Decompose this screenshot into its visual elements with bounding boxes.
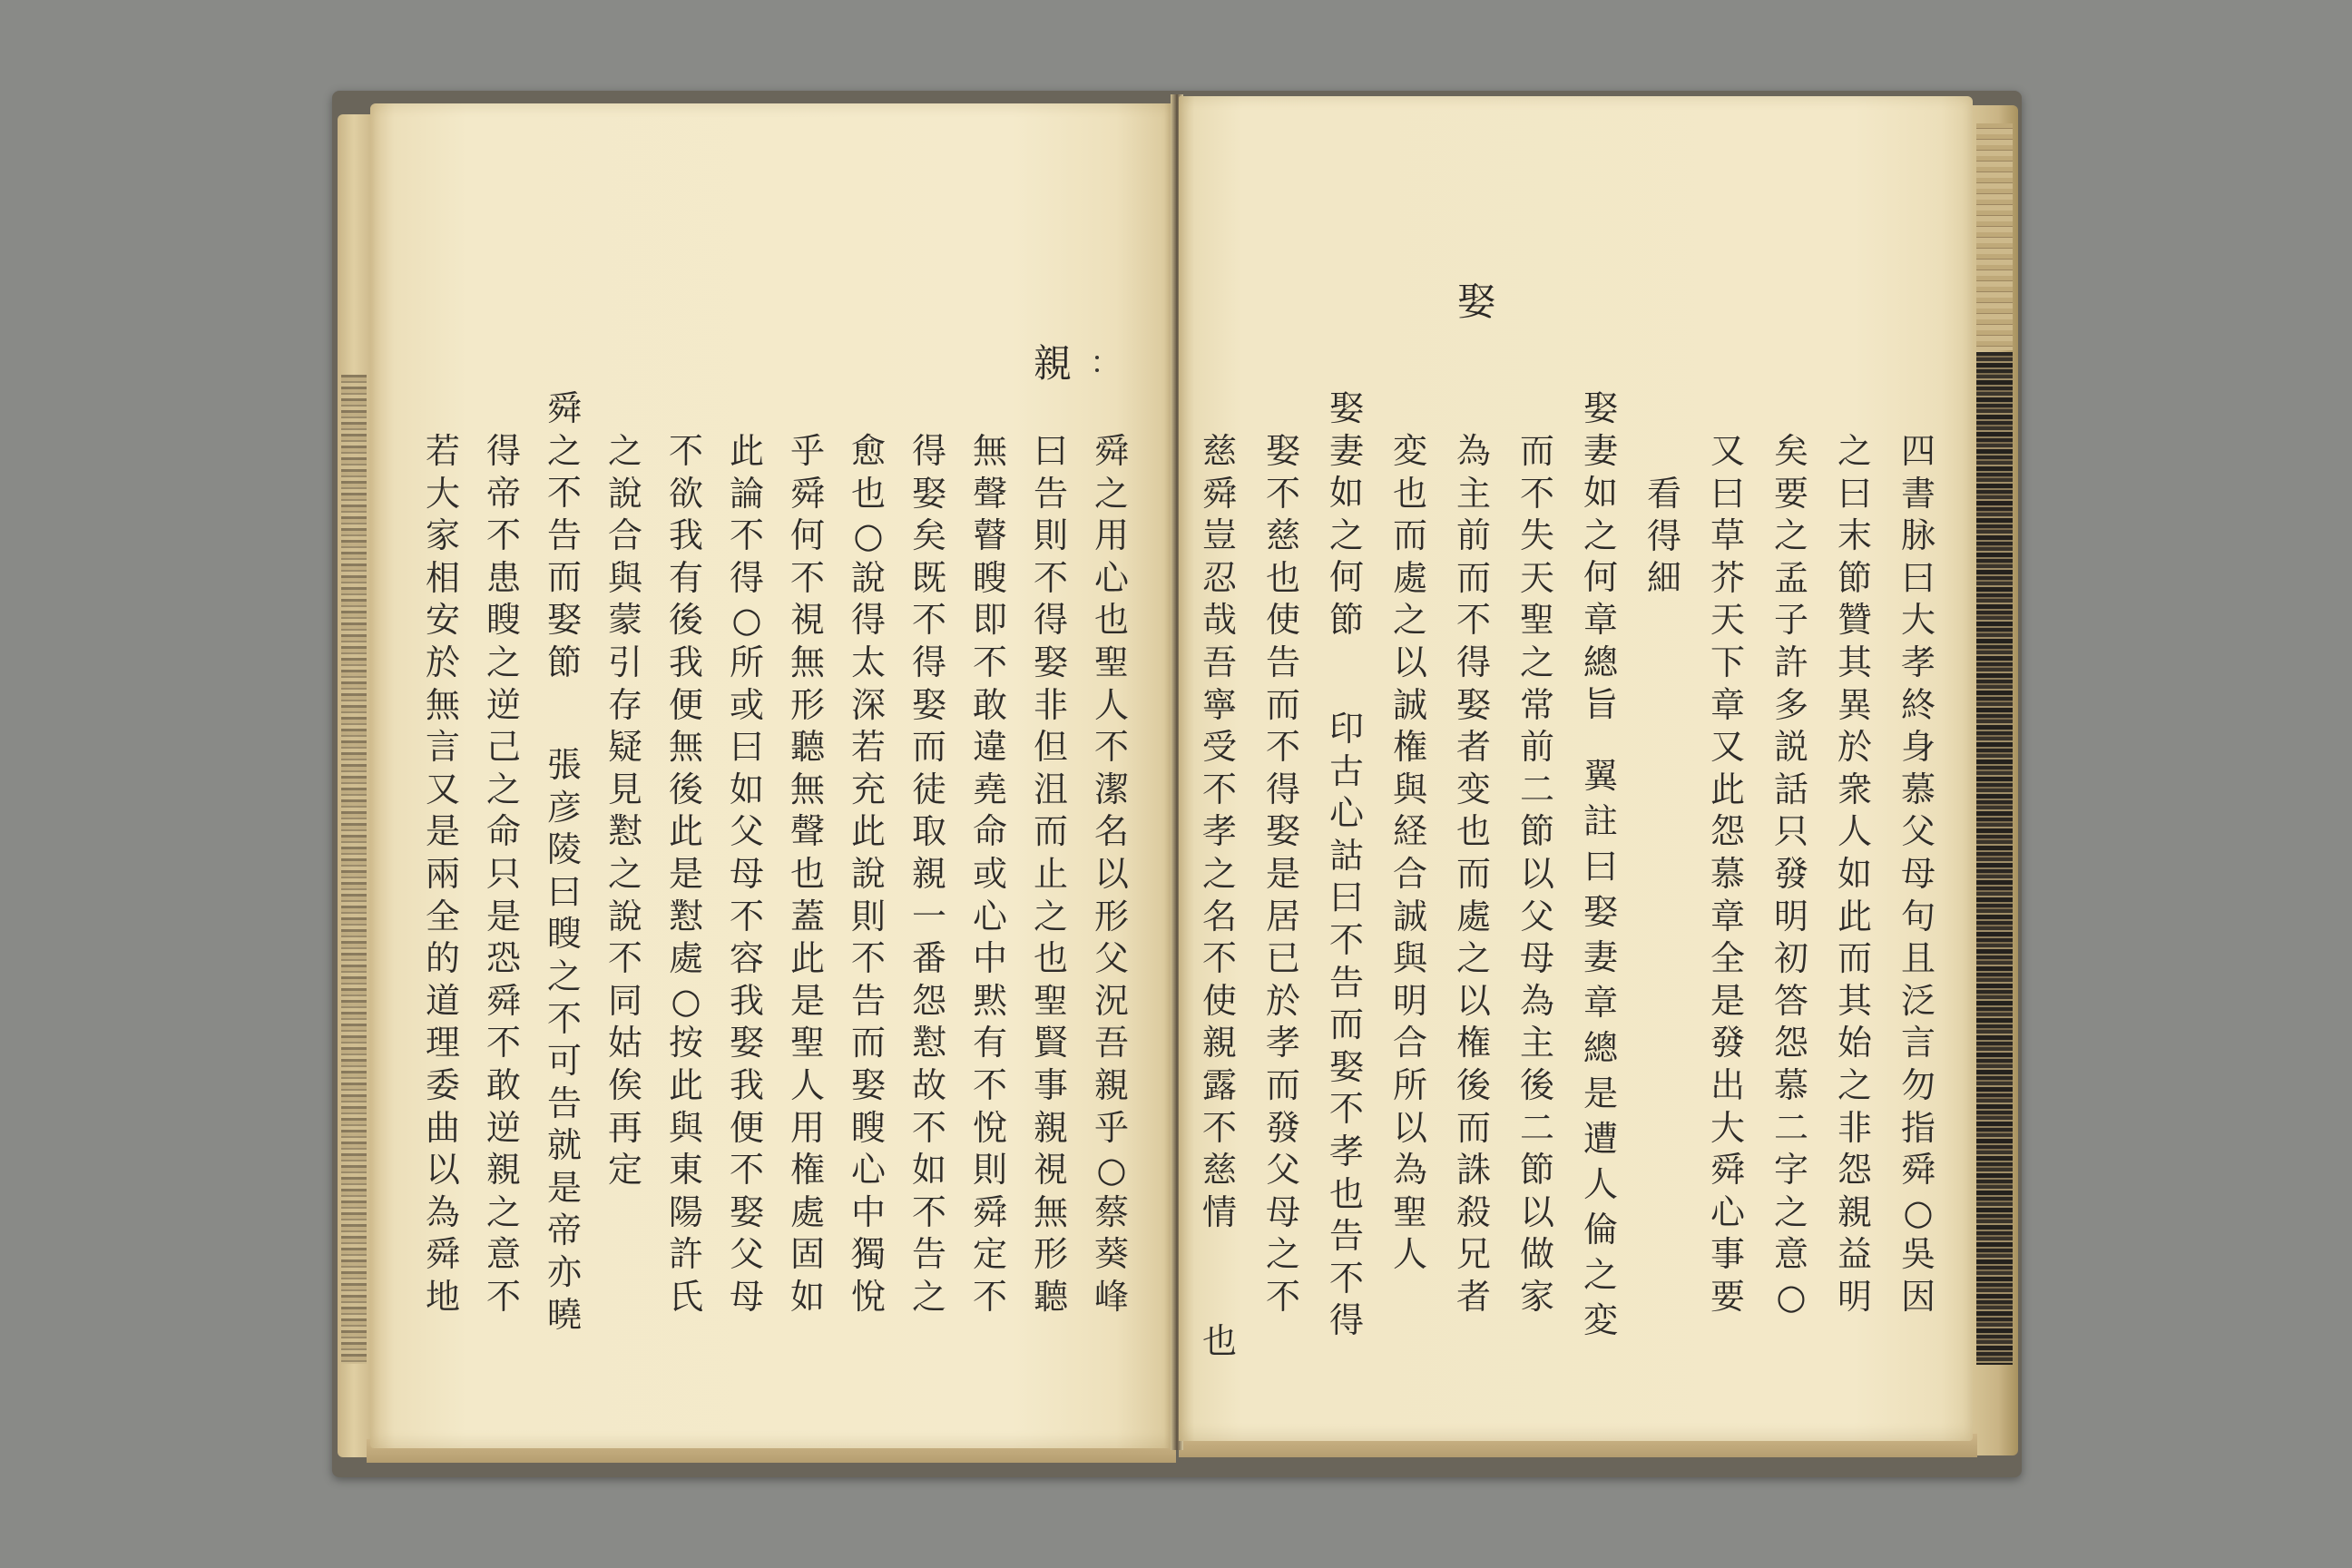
left-page-column-6: 乎舜何不視無形聽無聲也蓋此是聖人用権處固如 <box>789 431 825 1317</box>
right-page-column-12-tail: 也 <box>1201 1321 1237 1361</box>
right-page-column-11: 娶不慈也使告而不得娶是居已於孝而發父母之不 <box>1265 431 1300 1317</box>
left-page-column-9: 之說合與蒙引存疑見懟之說不同姑俟再定 <box>607 431 642 1191</box>
right-page-column-10: 印古心詁曰不告而娶不孝也告不得 <box>1328 709 1364 1341</box>
right-page-column-8: 為主前而不得娶者变也而處之以権後而誅殺兄者 <box>1455 431 1491 1317</box>
right-page-column-3: 矣要之孟子許多説話只發明初答怨慕二字之意○ <box>1773 431 1808 1317</box>
right-page-column-2: 之曰末節贊其異於衆人如此而其始之非怨親益明 <box>1837 431 1872 1317</box>
left-page-column-12: 若大家相安於無言又是兩全的道理委曲以為舜地 <box>425 431 460 1317</box>
right-page-column-1: 四書脉曰大孝終身慕父母句且泛言勿指舜○吳因 <box>1900 431 1936 1317</box>
right-page-column-7: 而不失天聖之常前二節以父母為主後二節以做家 <box>1519 431 1554 1317</box>
left-page-column-5: 愈也○說得太深若充此說則不告而娶瞍心中獨悅 <box>850 431 886 1317</box>
left-page-column-10: 張彦陵曰瞍之不可告就是帝亦曉 <box>546 745 582 1335</box>
right-page-section-heading: 娶妻如之何節 <box>1328 388 1364 640</box>
left-page-column-11: 得帝不患瞍之逆己之命只是恐舜不敢逆親之意不 <box>485 431 521 1317</box>
left-page-column-1: 舜之用心也聖人不潔名以形父況吾親乎○蔡葵峰 <box>1093 431 1129 1317</box>
left-page-edges <box>338 114 374 1457</box>
right-edge-stripes <box>1976 352 2013 1365</box>
right-page-edges <box>1969 105 2018 1455</box>
left-page-column-3: 無聲瞽瞍即不敢違堯命或心中黙有不悅則舜定不 <box>972 431 1007 1317</box>
heading-marks <box>1093 354 1102 376</box>
right-page <box>1179 96 1973 1441</box>
right-page-heading: 娶 <box>1456 279 1495 324</box>
left-page-column-8: 不欲我有後我便無後此是懟處○按此與東陽許氏 <box>668 431 703 1317</box>
right-page-column-4: 又曰草芥天下章又此怨慕章全是發出大舜心事要 <box>1710 431 1745 1317</box>
left-page-column-7: 此論不得○所或曰如父母不容我娶我便不娶父母 <box>729 431 764 1317</box>
left-page-section-heading: 舜之不告而娶節 <box>546 388 582 682</box>
left-edge-stripes <box>341 375 367 1364</box>
left-page-heading: 親 <box>1033 341 1072 386</box>
left-page-column-2: 曰告則不得娶非但沮而止之也聖賢事親視無形聽 <box>1033 431 1068 1317</box>
left-page-column-4: 得娶矣既不得娶而徒取親一番怨懟故不如不告之 <box>911 431 946 1317</box>
left-page <box>370 103 1172 1448</box>
right-page-column-12: 慈舜豈忍哉吾寧受不孝之名不使親露不慈情 <box>1201 431 1237 1232</box>
right-edge-stripes-top <box>1976 123 2013 350</box>
right-page-column-9: 変也而處之以誠権與経合誠與明合所以為聖人 <box>1392 431 1427 1275</box>
right-page-column-6: 翼註曰娶妻章總是遭人倫之変 <box>1583 756 1618 1340</box>
right-page-chapter-heading: 娶妻如之何章總旨 <box>1583 388 1618 725</box>
right-page-column-5: 看得細 <box>1646 474 1681 599</box>
